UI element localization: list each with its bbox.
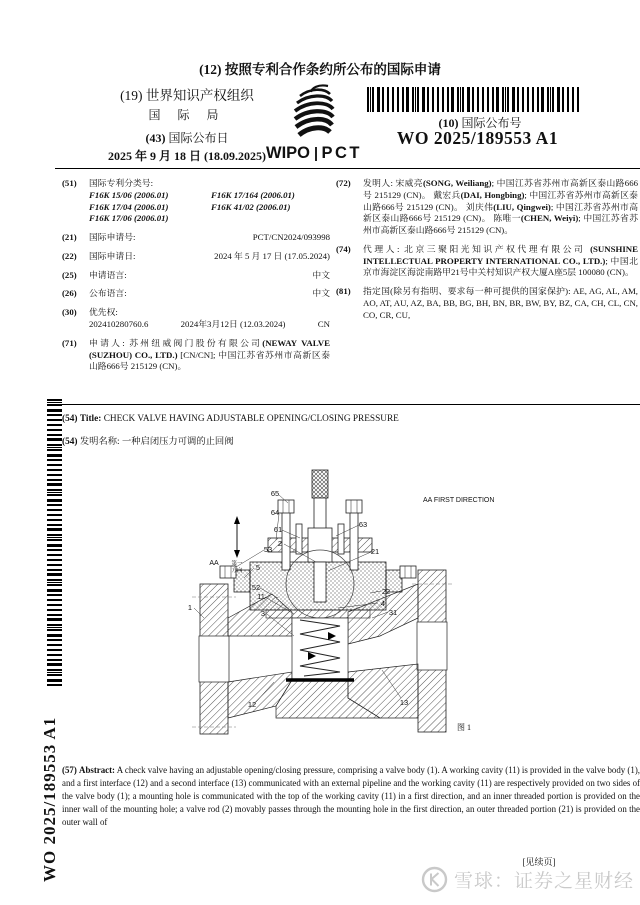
field-26-tag: (26) <box>62 288 77 299</box>
field-30-content <box>89 307 330 331</box>
pct-text: PCT <box>321 144 362 162</box>
designated-states-text: 指定国(除另有指明、要求每一种可提供的国家保护): AE, AG, AL, AM, AO, AT, AU, AZ, BA, BB, BG, BH, BN, BR, BW, BY, BZ, CA, CH, CL, CN, CO, CR, CU, <box>363 286 638 320</box>
title-en-line <box>62 414 640 424</box>
field-30-priority <box>62 307 330 331</box>
ipc-code: F16K 41/02 (2006.01) <box>211 201 291 212</box>
field-21-app-number <box>62 232 330 244</box>
pub-date-tag: (43) <box>145 131 166 145</box>
section-label-aa: AA <box>209 560 219 567</box>
abstract-label: Abstract: <box>79 765 116 775</box>
field-21-tag: (21) <box>62 232 77 243</box>
callout-22: 22 <box>381 587 391 596</box>
filing-language-label: 申请语言: <box>89 269 127 280</box>
figure-number-label: 图 1 <box>457 723 471 732</box>
direction-label-en: AA FIRST DIRECTION <box>423 497 495 504</box>
field-51-tag: (51) <box>62 178 77 188</box>
field-71-applicant <box>62 338 330 373</box>
field-72-inventors <box>336 178 638 237</box>
valve-cross-section-svg <box>180 466 500 748</box>
field-74-agent <box>336 244 638 279</box>
callout-61: 61 <box>273 525 283 534</box>
callout-64: 64 <box>270 508 280 517</box>
direction-label-cn-1: 第一 <box>231 561 243 567</box>
title-divider-rule <box>55 404 640 405</box>
field-30-tag: (30) <box>62 307 77 318</box>
pub-date: 2025 年 9 月 18 日 (18.09.2025) <box>108 149 266 163</box>
field-74-tag: (74) <box>336 243 351 254</box>
ipc-code-grid <box>89 190 330 225</box>
ipc-code: F16K 17/164 (2006.01) <box>211 189 295 200</box>
pub-number-tag: (10) <box>438 116 459 130</box>
app-number-label: 国际申请号: <box>89 232 136 243</box>
priority-label: 优先权: <box>89 307 118 318</box>
priority-country: CN <box>317 319 330 330</box>
title-en-tag: (54) <box>62 414 78 424</box>
header-divider-rule <box>55 168 640 169</box>
abstract-text: A check valve having an adjustable opening/closing pressure, comprising a valve body (1). A working cavity (11) is provided in the valve body (1), and a first interface (12) and a second interface (13) communicated with an external pipeline and the working cavity (11) are respectively provided on two sides of the valve body (1); a mounting hole is communicated with the top of the working cavity (11) in a first direction, and an inner threaded portion is provided on the inner wall of the mounting hole; a valve rod (2) movably passes through the mounting hole in the first direction, an outer threaded portion (21) is provided on the outer wall of <box>62 765 640 827</box>
field-25-tag: (25) <box>62 269 77 280</box>
pub-language-label: 公布语言: <box>89 288 127 299</box>
app-number-value: PCT/CN2024/093998 <box>252 232 330 243</box>
biblio-left-column <box>62 178 330 380</box>
filing-language-value: 中文 <box>312 269 330 280</box>
watermark-text: 雪球：证券之星财经 <box>454 871 635 892</box>
callout-12: 12 <box>247 700 257 709</box>
wipo-text: WIPO <box>266 144 310 162</box>
priority-date: 2024年3月12日 (12.03.2024) <box>180 319 286 330</box>
watermark <box>421 866 634 893</box>
filing-date-label: 国际申请日: <box>89 250 136 261</box>
title-section <box>62 414 640 447</box>
pub-language-value: 中文 <box>312 288 330 299</box>
abstract-section <box>62 764 640 829</box>
ipc-label: 国际专利分类号: <box>89 178 154 188</box>
side-barcode <box>47 399 62 689</box>
title-en: CHECK VALVE HAVING ADJUSTABLE OPENING/CLOSING PRESSURE <box>103 414 399 424</box>
callout-53: 53 <box>263 545 273 554</box>
callout-21: 21 <box>370 547 380 556</box>
title-cn: 一种启闭压力可调的止回阀 <box>121 437 234 447</box>
field-81-designated-states <box>336 286 638 321</box>
title-cn-line <box>62 433 640 447</box>
biblio-right-column <box>336 178 638 329</box>
ipc-code <box>211 213 330 225</box>
wipo-pct-wordmark <box>250 144 378 163</box>
field-21-content <box>89 232 330 244</box>
field-22-tag: (22) <box>62 250 77 261</box>
agent-text: 代理人: 北京三聚阳光知识产权代理有限公司 (SUNSHINE INTELLECTUAL PROPERTY INTERNATIONAL CO., LTD.); 中国北京市海淀区海淀南路甲21号中关村知识产权大厦A座5层 100080 (CN)。 <box>363 243 638 278</box>
callout-5: 5 <box>255 563 261 572</box>
title-cn-tag: (54) <box>62 437 78 447</box>
callout-13: 13 <box>399 698 409 707</box>
callout-11: 11 <box>257 592 265 601</box>
priority-number: 202410280760.6 <box>89 319 149 330</box>
field-25-filing-language <box>62 270 330 282</box>
abstract-tag: (57) <box>62 765 77 775</box>
field-22-filing-date <box>62 251 330 263</box>
filing-date-value: 2024 年 5 月 17 日 (17.05.2024) <box>214 250 330 261</box>
callout-63: 63 <box>358 520 368 529</box>
direction-label-cn-2: 方向 <box>231 568 243 574</box>
field-26-content <box>89 288 330 300</box>
top-barcode <box>367 87 579 112</box>
field-26-pub-language <box>62 288 330 300</box>
field-71-tag: (71) <box>62 337 77 348</box>
pub-date-label-text: 国际公布日 <box>168 131 229 145</box>
pct-publication-header: (12) 按照专利合作条约所公布的国际申请 <box>199 62 441 77</box>
first-direction-arrow <box>234 516 240 558</box>
ipc-code: F16K 15/06 (2006.01) <box>89 189 169 200</box>
callout-3: 3 <box>260 609 266 618</box>
callout-2: 2 <box>277 539 283 548</box>
callout-1: 1 <box>187 603 193 612</box>
callout-52: 52 <box>251 583 261 592</box>
intl-bureau: 国 际 局 <box>148 108 226 122</box>
continuation-note: [见续页] <box>522 857 556 867</box>
applicant-text: 申请人: 苏州纽威阀门股份有限公司(NEWAY VALVE (SUZHOU) CO., LTD.) [CN/CN]; 中国江苏省苏州市高新区泰山路666号 215129 (CN)。 <box>89 337 330 372</box>
org-name: (19) 世界知识产权组织 <box>120 88 254 103</box>
side-pub-number-vertical: WO 2025/189553 A1 <box>40 716 59 882</box>
ipc-code: F16K 17/06 (2006.01) <box>89 213 169 224</box>
callout-65: 65 <box>270 489 280 498</box>
field-22-content <box>89 251 330 263</box>
ipc-code: F16K 17/04 (2006.01) <box>89 201 169 212</box>
figure-1-drawing <box>180 466 500 748</box>
callout-4: 4 <box>380 599 386 608</box>
pub-number: WO 2025/189553 A1 <box>396 128 559 148</box>
wipo-logo-icon <box>288 82 340 147</box>
inventors-text: 发明人: 宋威亮(SONG, Weiliang); 中国江苏省苏州市高新区泰山路666号 215129 (CN)。 戴宏兵(DAI, Hongbing); 中国江苏省苏州市高新区泰山路666号 215129 (CN)。 刘庆伟(LIU, Qingwei); 中国江苏省苏州市高新区泰山路666号 215129 (CN)。 陈唯一(CHEN, Weiyi); 中国江苏省苏州市高新区泰山路666号 215129 (CN)。 <box>363 178 639 236</box>
xueqiu-logo-icon <box>421 866 448 893</box>
field-25-content <box>89 270 330 282</box>
field-81-tag: (81) <box>336 286 351 297</box>
title-cn-label: 发明名称: <box>79 437 120 447</box>
wordmark-divider <box>315 147 317 161</box>
title-en-label: Title: <box>79 414 102 424</box>
priority-line <box>89 319 330 331</box>
pub-number-label-text: 国际公布号 <box>461 116 522 130</box>
field-51-ipc <box>62 178 330 225</box>
field-72-tag: (72) <box>336 178 351 188</box>
field-51-content <box>89 178 330 225</box>
callout-31: 31 <box>388 608 398 617</box>
